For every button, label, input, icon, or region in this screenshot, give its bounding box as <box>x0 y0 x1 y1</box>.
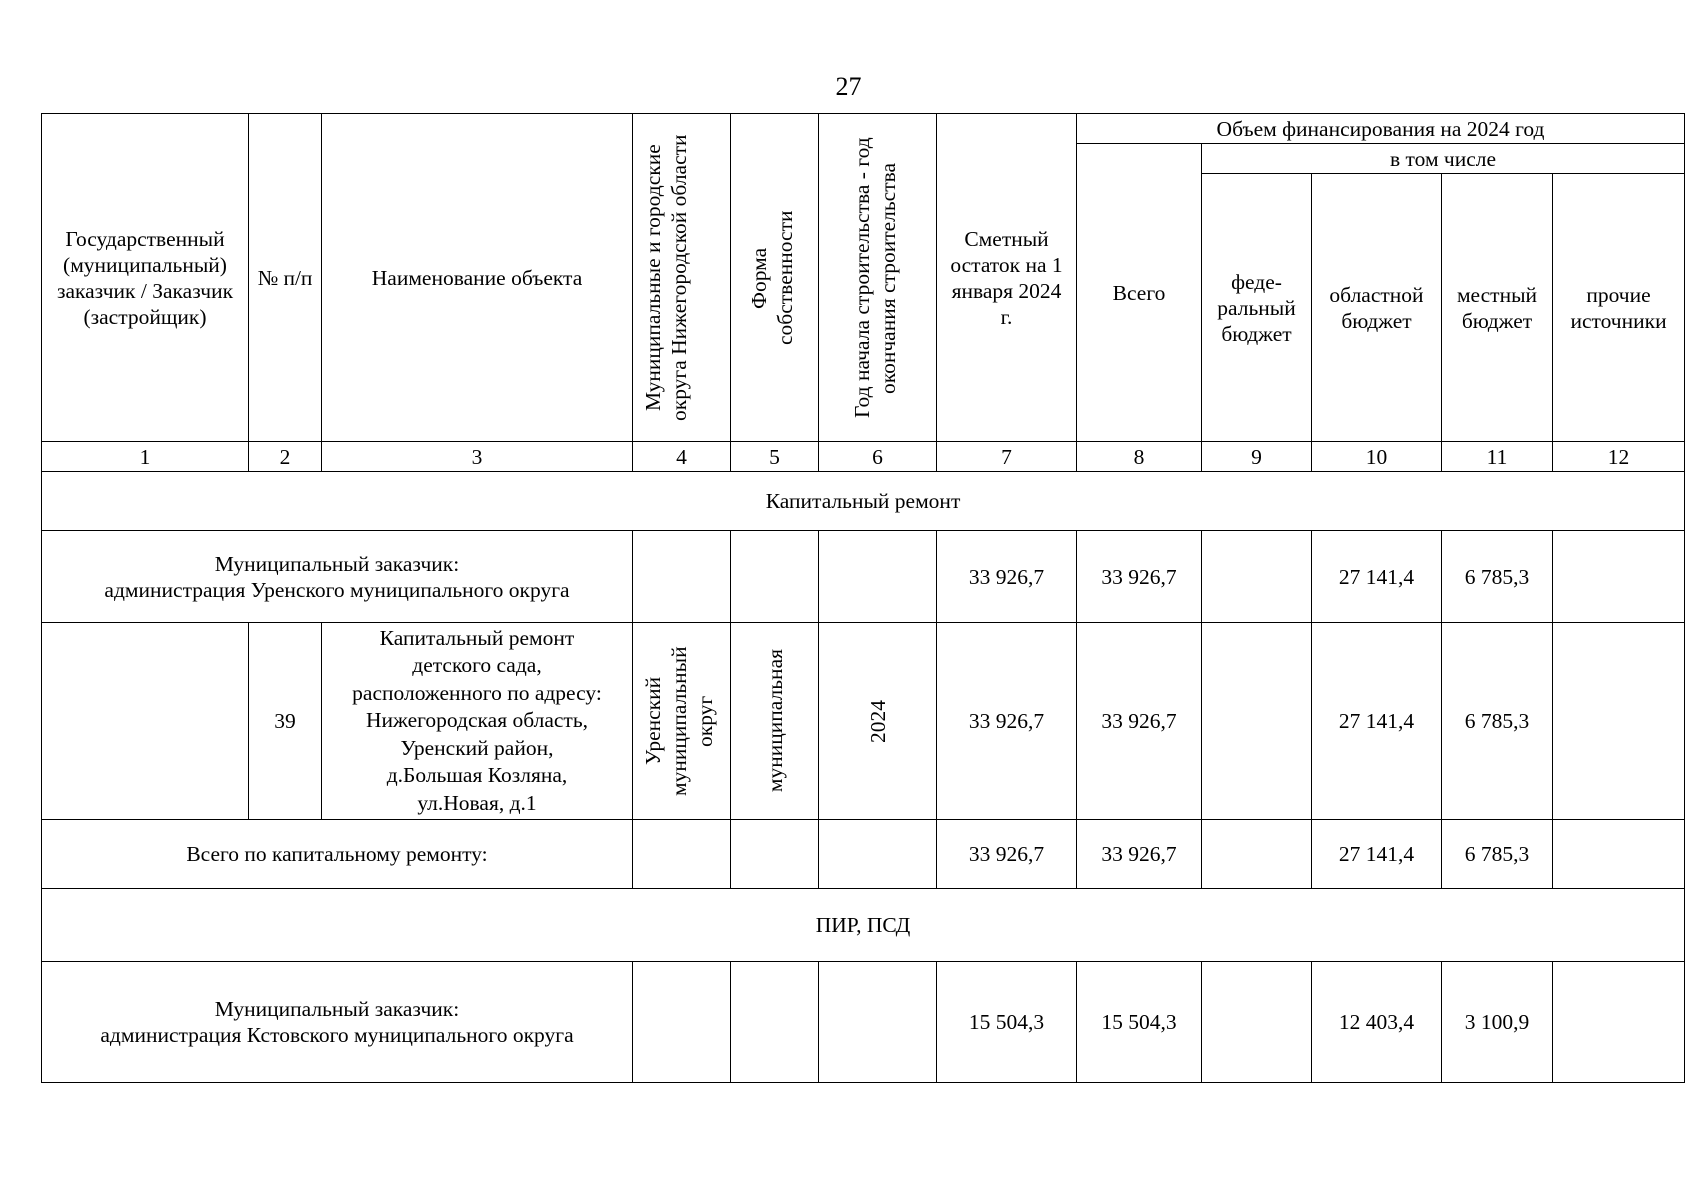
header-local-budget: местный бюджет <box>1442 174 1553 442</box>
customer-name: администрация Уренского муниципального округа <box>104 577 570 602</box>
header-years <box>819 114 937 442</box>
value-other <box>1553 820 1685 889</box>
value-local: 6 785,3 <box>1442 820 1553 889</box>
object-name-line: расположенного по адресу: <box>352 680 602 705</box>
section-title-pir-psd: ПИР, ПСД <box>42 889 1685 962</box>
column-number: 7 <box>937 442 1077 472</box>
header-ownership-text: Форма собственности <box>746 210 797 345</box>
value-other <box>1553 962 1685 1083</box>
header-customer: Государственный (муниципальный) заказчик / Заказчик (застройщик) <box>42 114 249 442</box>
object-district-text: Уренский муниципальный округ <box>640 646 717 796</box>
value-total: 33 926,7 <box>1077 531 1202 623</box>
header-other-sources: прочие источники <box>1553 174 1685 442</box>
value-estimate-balance: 33 926,7 <box>937 531 1077 623</box>
value-regional: 12 403,4 <box>1312 962 1442 1083</box>
value-local: 3 100,9 <box>1442 962 1553 1083</box>
value-other <box>1553 531 1685 623</box>
value-other <box>1553 623 1685 820</box>
cell-empty <box>731 962 819 1083</box>
value-regional: 27 141,4 <box>1312 820 1442 889</box>
cell-empty <box>633 962 731 1083</box>
value-local: 6 785,3 <box>1442 531 1553 623</box>
object-district <box>633 623 731 820</box>
cell-empty <box>633 531 731 623</box>
cell-empty <box>819 820 937 889</box>
column-number: 10 <box>1312 442 1442 472</box>
cell-empty <box>731 820 819 889</box>
object-name-line: Нижегородская область, <box>365 708 588 733</box>
object-ownership-text: муниципальная <box>762 649 787 793</box>
customer-label: Муниципальный заказчик: <box>214 997 460 1021</box>
customer-label: Муниципальный заказчик: <box>214 551 460 576</box>
header-estimate-balance: Сметный остаток на 1 января 2024 г. <box>937 114 1077 442</box>
object-ownership <box>731 623 819 820</box>
header-districts-text: Муниципальные и городские округа Нижегородской области <box>640 134 691 421</box>
header-ownership <box>731 114 819 442</box>
header-including-group: в том числе <box>1202 144 1685 174</box>
section-title-capital-repair: Капитальный ремонт <box>42 472 1685 531</box>
customer-uren <box>42 531 633 623</box>
column-number: 12 <box>1553 442 1685 472</box>
column-number: 8 <box>1077 442 1202 472</box>
header-financing-group: Объем финансирования на 2024 год <box>1077 114 1685 144</box>
value-local: 6 785,3 <box>1442 623 1553 820</box>
value-estimate-balance: 15 504,3 <box>937 962 1077 1083</box>
value-federal <box>1202 623 1312 820</box>
value-federal <box>1202 820 1312 889</box>
column-number: 6 <box>819 442 937 472</box>
value-estimate-balance: 33 926,7 <box>937 623 1077 820</box>
header-object-name: Наименование объекта <box>322 114 633 442</box>
header-regional-budget: областной бюджет <box>1312 174 1442 442</box>
cell-empty <box>819 531 937 623</box>
object-number: 39 <box>249 623 322 820</box>
value-federal <box>1202 531 1312 623</box>
object-name-line: детского сада, <box>412 653 542 678</box>
cell-empty <box>42 623 249 820</box>
column-number: 2 <box>249 442 322 472</box>
object-name <box>322 623 633 820</box>
column-number: 1 <box>42 442 249 472</box>
cell-empty <box>633 820 731 889</box>
column-number: 9 <box>1202 442 1312 472</box>
header-total: Всего <box>1077 144 1202 442</box>
value-total: 33 926,7 <box>1077 820 1202 889</box>
object-years <box>819 623 937 820</box>
header-years-text: Год начала строительства - год окончания строительства <box>849 137 900 418</box>
header-districts <box>633 114 731 442</box>
column-number: 5 <box>731 442 819 472</box>
customer-name: администрация Кстовского муниципального округа <box>100 1023 574 1047</box>
object-name-line: Уренский район, <box>400 735 554 760</box>
value-total: 15 504,3 <box>1077 962 1202 1083</box>
object-name-line: ул.Новая, д.1 <box>417 790 537 815</box>
column-number: 4 <box>633 442 731 472</box>
value-federal <box>1202 962 1312 1083</box>
value-estimate-balance: 33 926,7 <box>937 820 1077 889</box>
total-capital-repair-label: Всего по капитальному ремонту: <box>42 820 633 889</box>
object-years-text: 2024 <box>865 699 890 743</box>
object-name-line: д.Большая Козляна, <box>386 763 568 788</box>
object-name-line: Капитальный ремонт <box>379 625 575 650</box>
header-federal-budget: феде-ральный бюджет <box>1202 174 1312 442</box>
financing-table <box>41 113 1685 1083</box>
customer-kstovo <box>42 962 633 1083</box>
cell-empty <box>819 962 937 1083</box>
value-total: 33 926,7 <box>1077 623 1202 820</box>
column-number: 3 <box>322 442 633 472</box>
value-regional: 27 141,4 <box>1312 623 1442 820</box>
cell-empty <box>731 531 819 623</box>
header-number: № п/п <box>249 114 322 442</box>
column-number: 11 <box>1442 442 1553 472</box>
value-regional: 27 141,4 <box>1312 531 1442 623</box>
page-number: 27 <box>835 72 862 101</box>
